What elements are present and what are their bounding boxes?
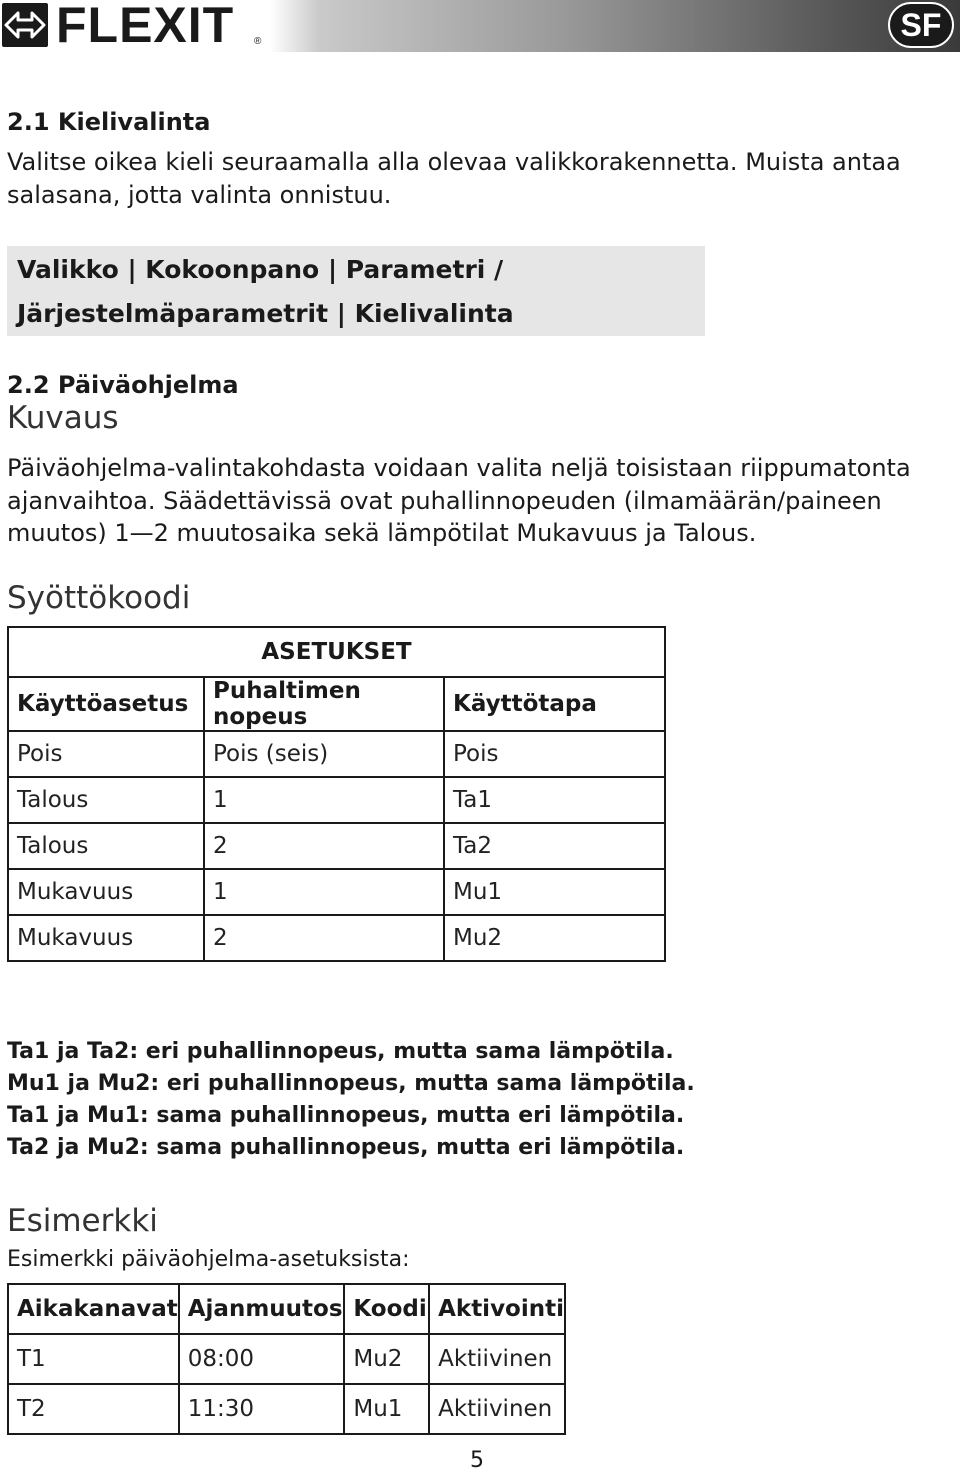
table-row — [8, 1384, 565, 1434]
note-line: Mu1 ja Mu2: eri puhallinnopeus, mutta sama lämpötila. — [7, 1071, 695, 1096]
note-line: Ta2 ja Mu2: sama puhallinnopeus, mutta eri lämpötila. — [7, 1135, 685, 1160]
menu-path-box — [7, 246, 705, 336]
menu-path-line-2: Järjestelmäparametrit | Kielivalinta — [17, 299, 514, 328]
description-line-1: Päiväohjelma-valintakohdasta voidaan valita neljä toisistaan riippumatonta — [7, 454, 911, 482]
column-header: Aktivointi — [429, 1284, 565, 1334]
table-header-row — [8, 677, 665, 731]
table-row — [8, 731, 665, 777]
menu-path-line-1: Valikko | Kokoonpano | Parametri / — [17, 255, 504, 284]
table-cell: Mu1 — [344, 1384, 429, 1434]
table-cell: Mukavuus — [8, 869, 204, 915]
intro-line-1: Valitse oikea kieli seuraamalla alla olevaa valikkorakennetta. Muista antaa — [7, 148, 901, 176]
settings-table — [7, 626, 666, 962]
intro-line-2: salasana, jotta valinta onnistuu. — [7, 181, 392, 209]
page-number: 5 — [470, 1448, 484, 1473]
table-header-row — [8, 1284, 565, 1334]
double-arrow-icon — [2, 3, 48, 47]
subheading-kuvaus: Kuvaus — [7, 400, 119, 436]
table-cell: Aktiivinen — [429, 1334, 565, 1384]
table-cell: 1 — [204, 869, 444, 915]
table-row — [8, 915, 665, 961]
table-row — [8, 777, 665, 823]
settings-table-title: ASETUKSET — [8, 627, 665, 677]
subheading-esimerkki: Esimerkki — [7, 1203, 158, 1239]
table-cell: 08:00 — [179, 1334, 345, 1384]
column-header: Aikakanavat — [8, 1284, 179, 1334]
example-table — [7, 1283, 566, 1435]
table-cell: Talous — [8, 777, 204, 823]
table-cell: Pois — [444, 731, 665, 777]
description-line-2: ajanvaihtoa. Säädettävissä ovat puhallinnopeuden (ilmamäärän/paineen — [7, 487, 882, 515]
section-heading-paivaohjelma: 2.2 Päiväohjelma — [7, 371, 239, 399]
table-cell: Mu2 — [344, 1334, 429, 1384]
table-cell: Ta1 — [444, 777, 665, 823]
table-cell: T1 — [8, 1334, 179, 1384]
note-line: Ta1 ja Mu1: sama puhallinnopeus, mutta eri lämpötila. — [7, 1103, 685, 1128]
table-cell: Talous — [8, 823, 204, 869]
table-row — [8, 1334, 565, 1384]
column-header: Puhaltimen nopeus — [204, 677, 444, 731]
table-cell: Mukavuus — [8, 915, 204, 961]
table-row — [8, 823, 665, 869]
table-cell: Aktiivinen — [429, 1384, 565, 1434]
table-cell: Mu1 — [444, 869, 665, 915]
language-badge: SF — [888, 2, 954, 48]
column-header: Ajanmuutos — [179, 1284, 345, 1334]
table-cell: Mu2 — [444, 915, 665, 961]
brand-logo: FLEXIT — [56, 0, 235, 53]
table-cell: 2 — [204, 915, 444, 961]
table-cell: Pois (seis) — [204, 731, 444, 777]
column-header: Käyttötapa — [444, 677, 665, 731]
table-cell: 1 — [204, 777, 444, 823]
table-cell: 11:30 — [179, 1384, 345, 1434]
description-line-3: muutos) 1—2 muutosaika sekä lämpötilat Mukavuus ja Talous. — [7, 519, 757, 547]
registered-mark: ® — [254, 36, 262, 47]
table-cell: T2 — [8, 1384, 179, 1434]
table-cell: 2 — [204, 823, 444, 869]
example-caption: Esimerkki päiväohjelma-asetuksista: — [7, 1247, 410, 1272]
note-line: Ta1 ja Ta2: eri puhallinnopeus, mutta sama lämpötila. — [7, 1039, 674, 1064]
subheading-syottokoodi: Syöttökoodi — [7, 580, 191, 616]
table-row — [8, 869, 665, 915]
table-cell: Ta2 — [444, 823, 665, 869]
page-header — [0, 0, 960, 52]
table-cell: Pois — [8, 731, 204, 777]
column-header: Käyttöasetus — [8, 677, 204, 731]
column-header: Koodi — [344, 1284, 429, 1334]
section-heading-kielivalinta: 2.1 Kielivalinta — [7, 108, 211, 136]
